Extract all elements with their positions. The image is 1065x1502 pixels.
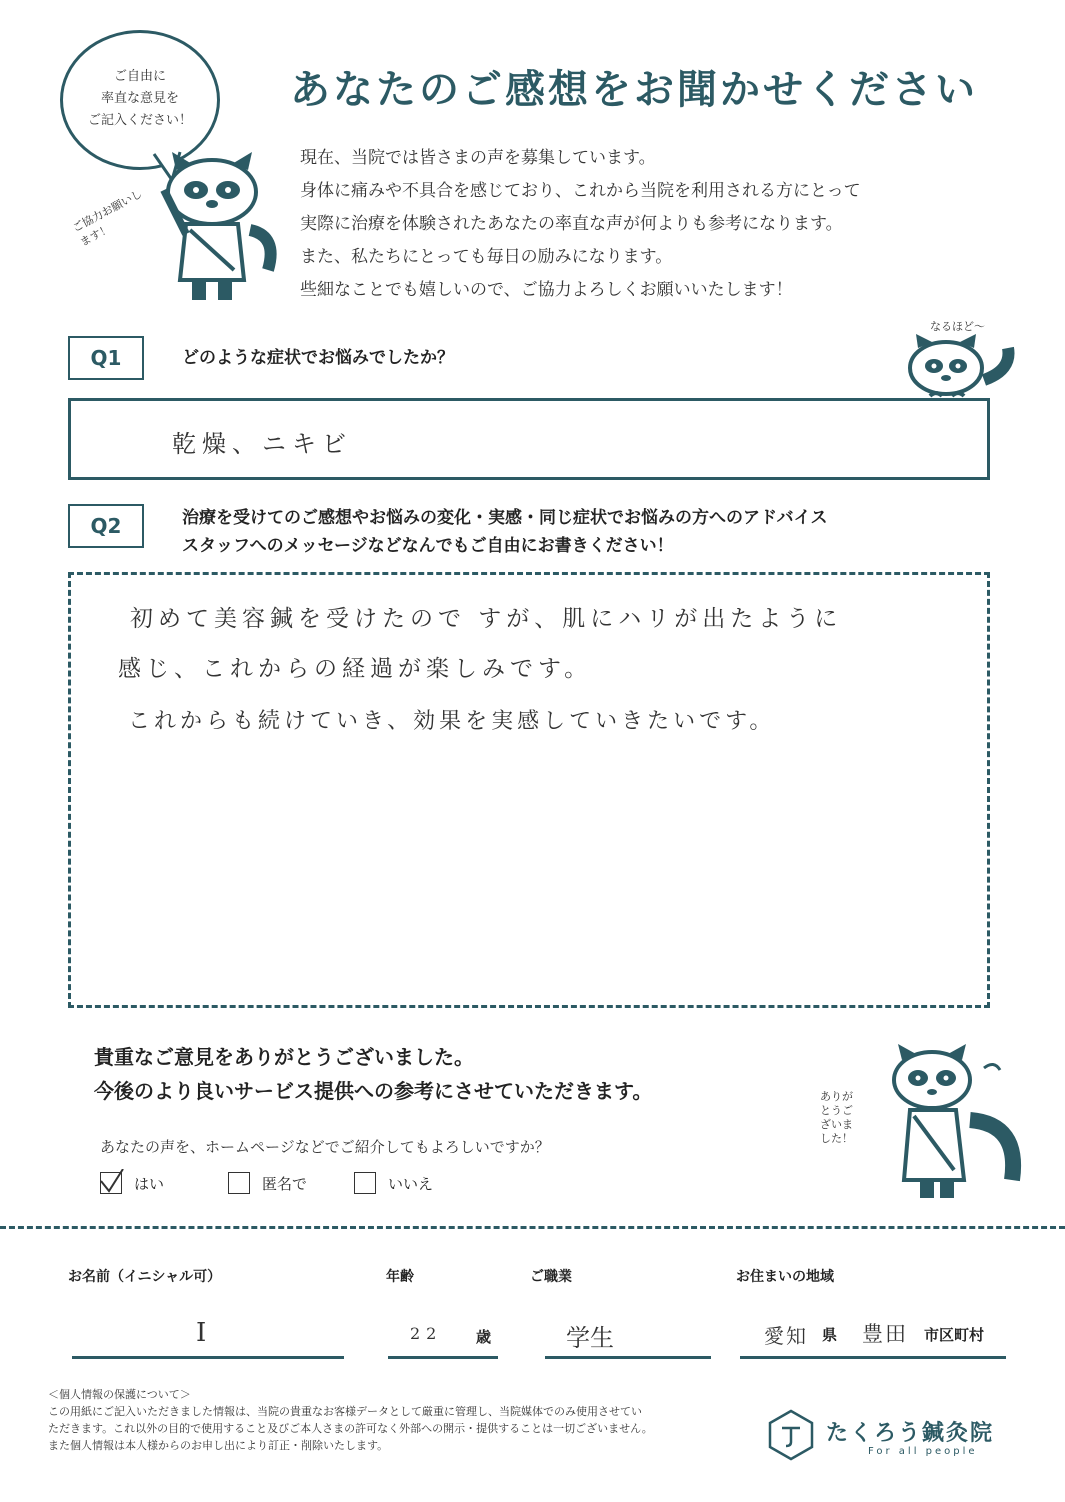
- option-label: いいえ: [388, 1174, 434, 1193]
- mascot-note-q1: なるほど～: [930, 320, 985, 333]
- job-label: ご職業: [530, 1269, 572, 1285]
- pref-value: 愛知: [764, 1324, 808, 1348]
- bubble-line: ご記入ください！: [87, 113, 192, 128]
- checkbox[interactable]: [354, 1172, 376, 1194]
- privacy-line: この用紙にご記入いただきました情報は、当院の貴重なお客様データとして厳重に管理し、当院媒体でのみ使用させてい: [48, 1405, 642, 1418]
- intro-line: 身体に痛みや不具合を感じており、これから当院を利用される方にとって: [300, 181, 861, 201]
- privacy-notice: [48, 1386, 653, 1454]
- intro-line: 実際に治療を体験されたあなたの率直な声が何よりも参考になります。: [300, 214, 843, 234]
- option-label: 匿名で: [262, 1174, 308, 1193]
- q2-answer-line: 感じ、これからの経過が楽しみです。: [118, 656, 593, 682]
- q2-question-line: 治療を受けてのご感想やお悩みの変化・実感・同じ症状でお悩みの方へのアドバイス: [182, 508, 828, 528]
- privacy-line: ＜個人情報の保護について＞: [48, 1388, 191, 1401]
- age-field[interactable]: [388, 1356, 498, 1359]
- age-value: 22: [410, 1324, 443, 1343]
- raccoon-mascot-icon: [150, 150, 290, 310]
- consent-question: あなたの声を、ホームページなどでご紹介してもよろしいですか？: [100, 1138, 550, 1156]
- intro-line: 現在、当院では皆さまの声を募集しています。: [300, 148, 656, 168]
- thanks-line: 今後のより良いサービス提供への参考にさせていただきます。: [94, 1079, 653, 1103]
- checkbox[interactable]: [228, 1172, 250, 1194]
- check-mark-icon: [99, 1169, 125, 1195]
- clinic-logo-tagline: For all people: [868, 1446, 978, 1457]
- clinic-logo-name: たくろう鍼灸院: [826, 1421, 995, 1446]
- intro-line: 些細なことでも嬉しいので、ご協力よろしくお願いいたします！: [300, 280, 793, 300]
- q2-answer-line: 初めて美容鍼を受けたので すが、肌にハリが出たように: [130, 606, 843, 632]
- q2-question-line: スタッフへのメッセージなどなんでもご自由にお書きください！: [182, 536, 674, 556]
- job-field[interactable]: [545, 1356, 711, 1359]
- mascot-note-thanks: ありがとうございました！: [820, 1090, 853, 1145]
- page-title: あなたのご感想をお聞かせください: [290, 67, 978, 113]
- q2-question: [182, 504, 828, 560]
- bubble-line: 率直な意見を: [100, 91, 179, 106]
- side-note: ご協力お願いします！: [70, 187, 145, 249]
- name-label: お名前（イニシャル可）: [68, 1269, 222, 1285]
- age-unit: 歳: [476, 1328, 492, 1346]
- consent-option-no[interactable]: [354, 1172, 433, 1194]
- consent-option-anonymous[interactable]: [228, 1172, 307, 1194]
- option-label: はい: [134, 1174, 165, 1193]
- raccoon-peeking-icon: [900, 330, 1030, 406]
- area-field[interactable]: [740, 1356, 1006, 1359]
- q2-answer-box[interactable]: [68, 572, 990, 1008]
- q1-label: Q1: [68, 336, 144, 380]
- privacy-line: ただきます。これ以外の目的で使用すること及びご本人さまの許可なく外部への開示・提供することは一切ございません。: [48, 1422, 653, 1435]
- q1-question: どのような症状でお悩みでしたか？: [182, 348, 454, 368]
- divider: [0, 1226, 1065, 1229]
- q2-answer-line: これからも続けていき、効果を実感していきたいです。: [128, 709, 776, 734]
- thanks-message: [94, 1040, 652, 1108]
- name-field[interactable]: [72, 1356, 344, 1359]
- intro-text: [300, 142, 861, 307]
- raccoon-bowing-icon: [880, 1040, 1030, 1206]
- checkbox[interactable]: [100, 1172, 122, 1194]
- job-value: 学生: [566, 1324, 614, 1352]
- q2-label: Q2: [68, 504, 144, 548]
- intro-line: また、私たちにとっても毎日の励みになります。: [300, 247, 673, 267]
- privacy-line: また個人情報は本人様からのお申し出により訂正・削除いたします。: [48, 1439, 389, 1452]
- name-value: I: [196, 1318, 207, 1348]
- area-label: お住まいの地域: [736, 1269, 834, 1285]
- q1-answer: 乾燥、ニキビ: [172, 430, 352, 458]
- consent-option-yes[interactable]: [100, 1172, 164, 1194]
- bubble-line: ご自由に: [113, 69, 166, 84]
- age-label: 年齢: [386, 1269, 414, 1285]
- city-unit: 市区町村: [924, 1326, 985, 1344]
- logo-hexagon-icon: [766, 1408, 816, 1462]
- bubble-text: [60, 66, 220, 132]
- thanks-line: 貴重なご意見をありがとうございました。: [94, 1045, 474, 1069]
- city-value: 豊田: [862, 1322, 908, 1346]
- pref-unit: 県: [822, 1326, 838, 1344]
